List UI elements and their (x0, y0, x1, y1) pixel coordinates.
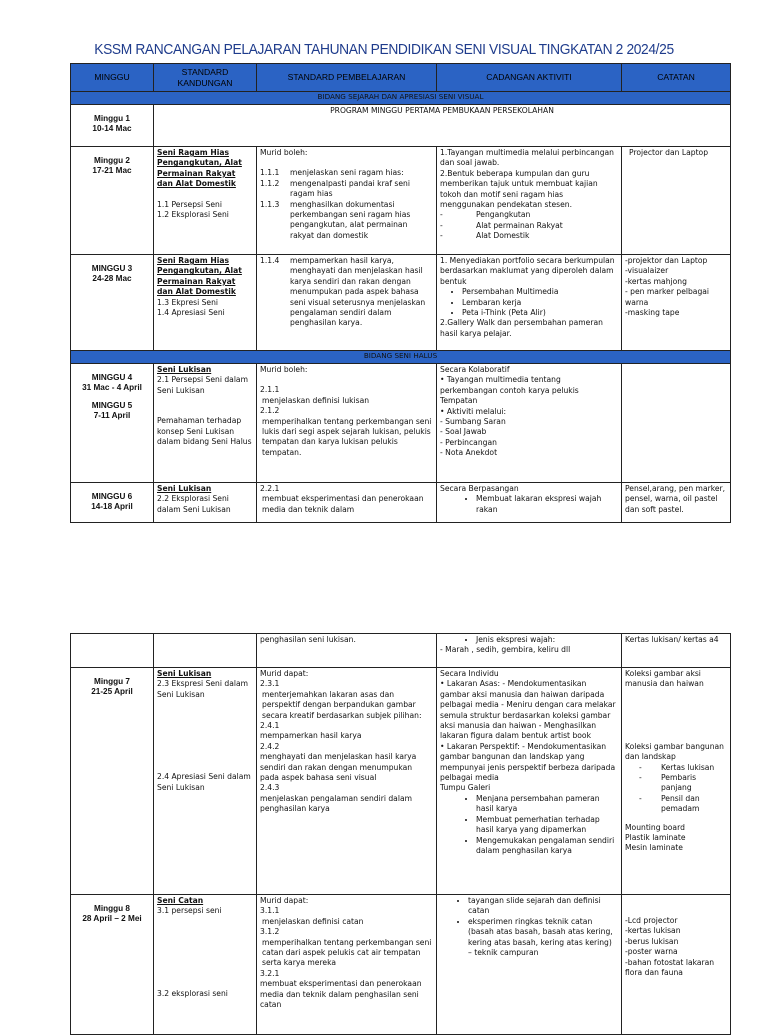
lesson-plan-table-page-2 (70, 633, 731, 1035)
sp-item: mempamerkan hasil karya, menghayati dan menjelaskan hasil karya sendiri dan rakan dengan menumpukan pada aspek bahasa seni visual seterusnya menjelaskan pengalaman sendiri dalam penghasilan karya. (290, 256, 426, 328)
sp-item: menjelaskan definisi catan (262, 916, 364, 926)
activity-bullet: • Jenis ekspresi wajah: (476, 635, 618, 645)
activity-item: 2.Gallery Walk dan persembahan pameran hasil karya pelajar. (440, 318, 603, 338)
week-dates: 14-18 April (91, 502, 133, 511)
week-dates: 21-25 April (91, 687, 133, 696)
catatan-cell (622, 147, 731, 255)
standard-pembelajaran-cell (257, 255, 437, 351)
activity-subitem: Alat permainan Rakyat (476, 220, 563, 230)
activity-bullet: • Membuat lakaran ekspresi wajah rakan (476, 494, 618, 515)
cadangan-aktiviti-cell (437, 895, 622, 1035)
catatan-text: -Lcd projector (625, 916, 678, 925)
catatan-subitem: Pembaris panjang (661, 773, 697, 793)
topic-title: Seni Lukisan (157, 484, 212, 493)
activity-bullet: • Menjana persembahan pameran hasil karya (476, 794, 618, 815)
sp-item: membuat eksperimentasi dan penerokaan media dan teknik dalam penghasilan seni catan (260, 979, 422, 1010)
section-band-seni-halus: BIDANG SENI HALUS (71, 351, 731, 364)
cadangan-aktiviti-cell (437, 483, 622, 523)
activity-item: - Sumbang Saran (440, 417, 506, 427)
sk-item: 2.3 Ekspresi Seni dalam Seni Lukisan (157, 679, 249, 699)
activity-item: • Lakaran Asas: - Mendokumentasikan gambar aksi manusia dan haiwan daripada pelbagai media - Meniru dengan cara melakar semula struktur berdasarkan koleksi gambar aksi manusia dan haiwan - Menghasilkan lakaran figura dalam bentuk artist book (440, 679, 616, 741)
activity-item: 1.Tayangan multimedia melalui perbincangan dan soal jawab. (440, 148, 614, 168)
sp-item: menterjemahkan lakaran asas dan perspektif dengan berpandukan gambar secara kreatif berdasarkan subjek pilihan: (262, 689, 422, 720)
sp-item: penghasilan seni lukisan. (260, 635, 356, 644)
week-label: Minggu 2 (94, 156, 130, 165)
topic-title: Seni Catan (157, 896, 204, 905)
activity-item: Secara Kolaboratif (440, 365, 510, 374)
catatan-cell (622, 364, 731, 483)
standard-kandungan-cell (154, 147, 257, 255)
standard-kandungan-cell (154, 483, 257, 523)
week-label: Minggu 8 (94, 904, 130, 913)
standard-pembelajaran-cell (257, 895, 437, 1035)
sk-item: 1.2 Eksplorasi Seni (157, 210, 229, 220)
program-text: PROGRAM MINGGU PERTAMA PEMBUKAAN PERSEKOLAHAN (330, 106, 554, 115)
catatan-text: - pen marker pelbagai warna (625, 287, 710, 307)
sp-item: mengenalpasti pandai kraf seni ragam hias (290, 178, 410, 199)
activity-item: - Soal Jawab (440, 427, 487, 437)
activity-item: 2.Bentuk beberapa kumpulan dan guru memberikan tajuk untuk membuat kajian tokoh dan motif seni ragam hias menggunakan pendekatan stesen. (440, 168, 598, 210)
standard-pembelajaran-cell (257, 483, 437, 523)
standard-pembelajaran-cell (257, 634, 437, 668)
standard-pembelajaran-cell (257, 668, 437, 895)
sk-item: 1.3 Ekpresi Seni (157, 297, 219, 307)
sp-number: 2.1.2 (260, 406, 280, 416)
catatan-text: Mesin laminate (625, 843, 683, 853)
header-minggu: MINGGU (71, 64, 154, 92)
cadangan-aktiviti-cell (437, 255, 622, 351)
sp-intro: Murid dapat: (260, 896, 309, 905)
catatan-text: Koleksi gambar aksi manusia dan haiwan (625, 669, 704, 689)
activity-bullet: • Membuat pemerhatian terhadap hasil karya yang dipamerkan (476, 815, 618, 836)
week-cell (71, 105, 154, 147)
week-label: Minggu 1 (94, 114, 130, 123)
sk-item: 2.2 Eksplorasi Seni dalam Seni Lukisan (157, 494, 231, 514)
activity-item: • Tayangan multimedia tentang perkembangan contoh karya pelukis Tempatan (440, 375, 579, 406)
catatan-text: -poster warna (625, 947, 678, 957)
sp-number: 2.2.1 (260, 484, 280, 493)
topic-title: Seni Ragam Hias Pengangkutan, Alat Permainan Rakyat dan Alat Domestik (157, 256, 242, 297)
week-label: MINGGU 3 (91, 264, 133, 273)
sp-number: 2.4.1 (260, 721, 280, 731)
week-dates: 31 Mac - 4 April (82, 383, 142, 392)
catatan-text: Kertas lukisan/ kertas a4 (625, 635, 719, 644)
sp-number: 2.3.1 (260, 679, 280, 689)
header-standard-pembelajaran: STANDARD PEMBELAJARAN (257, 64, 437, 92)
catatan-cell (622, 255, 731, 351)
activity-item: • Aktiviti melalui: (440, 406, 507, 416)
activity-item: - Nota Anekdot (440, 448, 498, 458)
sp-item: menjelaskan seni ragam hias: (290, 168, 404, 178)
header-standard-kandungan: STANDARD KANDUNGAN (154, 64, 257, 92)
sk-item: 1.4 Apresiasi Seni (157, 308, 225, 318)
activity-item: - Perbincangan (440, 437, 497, 447)
topic-title: Seni Ragam Hias Pengangkutan, Alat Permainan Rakyat dan Alat Domestik (157, 148, 242, 189)
sp-item: membuat eksperimentasi dan penerokaan media dan teknik dalam (262, 494, 424, 514)
catatan-text: -kertas lukisan (625, 926, 681, 936)
catatan-text: -visualaizer (625, 266, 669, 276)
activity-subitem: Alat Domestik (476, 231, 530, 241)
sp-intro: Murid boleh: (260, 148, 308, 157)
week-cell (71, 668, 154, 895)
week-cell (71, 364, 154, 483)
standard-kandungan-cell (154, 255, 257, 351)
activity-bullet: • tayangan slide sejarah dan definisi catan (468, 896, 618, 917)
sp-number: 3.1.1 (260, 906, 280, 916)
catatan-text: Plastik laminate (625, 833, 686, 843)
sk-item: Pemahaman terhadap konsep Seni Lukisan dalam bidang Seni Halus (157, 416, 252, 447)
week-label: Minggu 7 (94, 677, 130, 686)
activity-bullet: • Persembahan Multimedia (462, 287, 618, 297)
week-label: MINGGU 4 (91, 373, 133, 382)
catatan-subitem: Kertas lukisan (661, 762, 715, 772)
week-cell (71, 634, 154, 668)
sp-number: 1.1.1 (260, 168, 280, 178)
sp-item: menghayati dan menjelaskan hasil karya sendiri dan rakan dengan menumpukan pada aspek bahasa seni visual (260, 752, 417, 783)
sp-item: mempamerkan hasil karya (260, 731, 362, 741)
standard-kandungan-cell (154, 634, 257, 668)
cadangan-aktiviti-cell (437, 634, 622, 668)
sp-item: memperihalkan tentang perkembangan seni catan dari aspek pelukis cat air tempatan serta karya mereka (262, 937, 432, 968)
topic-title: Seni Lukisan (157, 669, 212, 678)
activity-bullet: • Lembaran kerja (462, 298, 618, 308)
sp-number: 3.2.1 (260, 968, 280, 978)
cadangan-aktiviti-cell: 1.Tayangan multimedia melalui perbincangan dan soal jawab. 2.Bentuk beberapa kumpulan dan guru memberikan tajuk untuk membuat kajian tokoh dan motif seni ragam hias menggunakan pendekatan stesen. - Pengangkutan - Alat permainan Rakyat - Alat Domestik (437, 147, 622, 255)
sk-item: 3.1 persepsi seni (157, 906, 222, 916)
activity-bullet: • Mengemukakan pengalaman sendiri dalam penghasilan karya (476, 836, 618, 857)
week-cell (71, 483, 154, 523)
standard-pembelajaran-cell (257, 147, 437, 255)
catatan-text: Projector dan Laptop (629, 148, 709, 157)
header-cadangan-aktiviti: CADANGAN AKTIVITI (437, 64, 622, 92)
week-dates: 10-14 Mac (92, 124, 132, 133)
sp-number: 1.1.3 (260, 199, 280, 209)
week-dates: 28 April – 2 Mei (82, 914, 142, 923)
activity-bullet: • eksperimen ringkas teknik catan (basah atas basah, basah atas kering, kering atas basah, kering atas kering) – teknik campuran (468, 917, 618, 959)
catatan-text: Koleksi gambar bangunan dan landskap (625, 741, 724, 762)
sp-number: 1.1.4 (260, 256, 280, 265)
sk-item: 1.1 Persepsi Seni (157, 199, 222, 209)
activity-item: Secara Individu (440, 669, 499, 678)
cadangan-aktiviti-cell (437, 668, 622, 895)
week-dates: 24-28 Mac (92, 274, 132, 283)
activity-item: - Marah , sedih, gembira, keliru dll (440, 645, 571, 655)
sp-number: 1.1.2 (260, 178, 280, 188)
section-band-sejarah: BIDANG SEJARAH DAN APRESIASI SENI VISUAL (71, 92, 731, 105)
catatan-cell (622, 895, 731, 1035)
standard-kandungan-cell (154, 364, 257, 483)
sp-number: 3.1.2 (260, 927, 280, 937)
week-dates: 17-21 Mac (92, 166, 132, 175)
sk-item: 2.1 Persepsi Seni dalam Seni Lukisan (157, 375, 248, 395)
standard-pembelajaran-cell (257, 364, 437, 483)
week-dates: 7-11 April (93, 411, 131, 420)
activity-item: Secara Berpasangan (440, 484, 519, 493)
sp-intro: Murid dapat: (260, 669, 309, 678)
standard-kandungan-cell (154, 895, 257, 1035)
sp-intro: Murid boleh: (260, 365, 308, 374)
week-cell (71, 147, 154, 255)
catatan-text: Pensel,arang, pen marker, pensel, warna, oil pastel dan soft pastel. (625, 484, 726, 514)
standard-kandungan-cell (154, 668, 257, 895)
topic-title: Seni Lukisan (157, 365, 212, 374)
week-cell (71, 895, 154, 1035)
catatan-text: -kertas mahjong (625, 276, 687, 286)
week-label: MINGGU 5 (91, 401, 133, 410)
catatan-subitem: Pensil dan pemadam (661, 793, 700, 814)
catatan-text: -masking tape (625, 308, 680, 318)
sp-number: 2.4.2 (260, 741, 280, 751)
activity-item: • Lakaran Perspektif: - Mendokumentasikan gambar bangunan dan landskap yang mempunyai jenis perspektif berbeza daripada pelbagai media (440, 741, 616, 783)
catatan-text: Mounting board (625, 822, 685, 832)
activity-item: 1. Menyediakan portfolio secara berkumpulan berdasarkan maklumat yang diperoleh dalam bentuk (440, 256, 615, 286)
catatan-text: -bahan fotostat lakaran flora dan fauna (625, 957, 715, 978)
catatan-cell: Koleksi gambar aksi manusia dan haiwan Koleksi gambar bangunan dan landskap - Kertas lukisan - Pembaris panjang - Pensil dan pemadam Mounting board Plastik laminate Mesin laminate (622, 668, 731, 895)
activity-item: Tumpu Galeri (440, 783, 491, 793)
catatan-cell (622, 483, 731, 523)
sk-item: 2.4 Apresiasi Seni dalam Seni Lukisan (157, 772, 251, 792)
cadangan-aktiviti-cell (437, 364, 622, 483)
catatan-cell (622, 634, 731, 668)
week-label: MINGGU 6 (91, 492, 133, 501)
lesson-plan-table-page-1 (70, 63, 731, 523)
sp-item: memperihalkan tentang perkembangan seni lukis dari segi aspek sejarah lukisan, pelukis tempatan dan karya lukisan pelukis tempatan. (262, 416, 432, 457)
sp-number: 2.1.1 (260, 385, 280, 395)
sp-item: menjelaskan pengalaman sendiri dalam penghasilan karya (260, 793, 412, 814)
header-catatan: CATATAN (622, 64, 731, 92)
program-cell (154, 105, 731, 147)
week-cell (71, 255, 154, 351)
sp-number: 2.4.3 (260, 783, 280, 793)
activity-bullet: • Peta i-Think (Peta Alir) (462, 308, 618, 318)
catatan-text: -projektor dan Laptop (625, 256, 708, 265)
sp-item: menghasilkan dokumentasi perkembangan seni ragam hias pengangkutan, alat permainan rakyat dan domestik (290, 199, 411, 240)
activity-subitem: Pengangkutan (476, 210, 531, 220)
catatan-text: -berus lukisan (625, 936, 679, 946)
sk-item: 3.2 eksplorasi seni (157, 988, 228, 998)
sp-item: menjelaskan definisi lukisan (262, 395, 370, 405)
page-title: KSSM RANCANGAN PELAJARAN TAHUNAN PENDIDIKAN SENI VISUAL TINGKATAN 2 2024/25 (94, 41, 674, 58)
